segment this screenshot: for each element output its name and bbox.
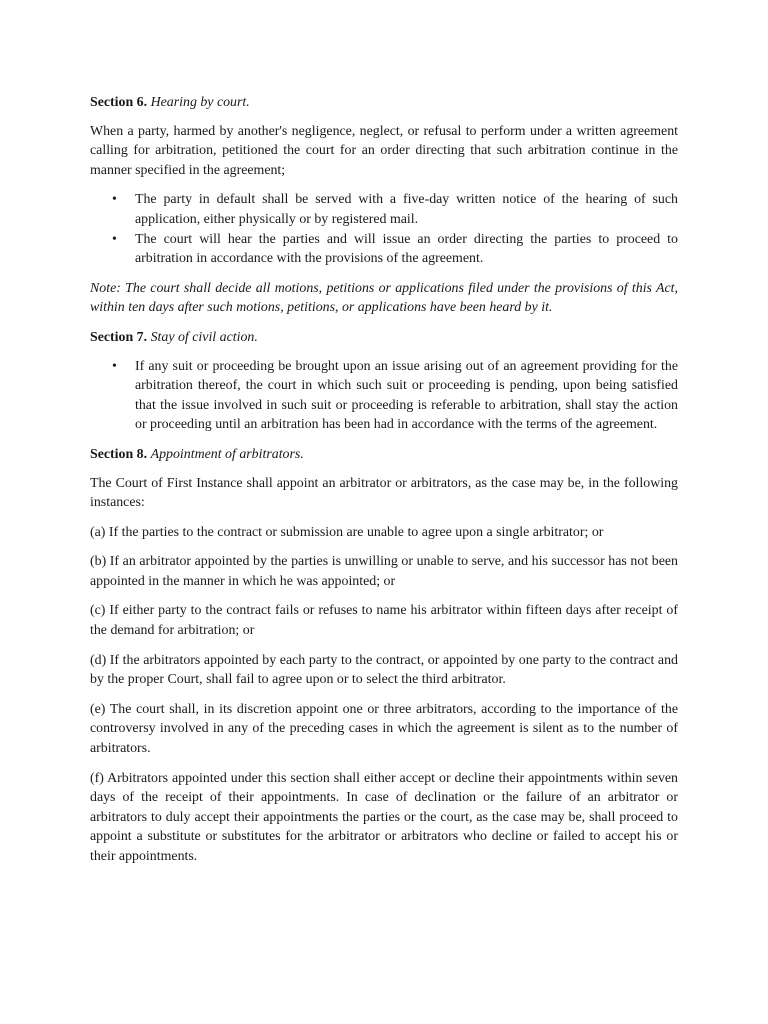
section-8-item-a: (a) If the parties to the contract or submission are unable to agree upon a single arbitrator; or [90,524,604,540]
bullet-icon: • [112,231,117,247]
section-8-item-e: (e) The court shall, in its discretion appoint one or three arbitrators, according to the importance of the controversy involved in any of the preceding cases in which the agreement is silent as to the number of arbitrators. [90,701,678,757]
section-6-heading [90,93,678,113]
section-8-item-f: (f) Arbitrators appointed under this section shall either accept or decline their appointments within seven days of the receipt of their appointments. In case of declination or the failure of an arbitrator or arbitrators to duly accept their appointments the parties or the court, as the case may be, shall proceed to appoint a substitute or substitutes for the arbitrator or arbitrators who decline or failed to accept his or their appointments. [90,770,678,864]
section-8-item-c: (c) If either party to the contract fails or refuses to name his arbitrator within fifteen days after receipt of the demand for arbitration; or [90,603,678,639]
list-item [112,190,678,229]
section-7-bullet-list [90,357,678,435]
list-item-text: The court will hear the parties and will issue an order directing the parties to proceed to arbitration in accordance with the provisions of the agreement. [135,231,678,267]
list-item-text: The party in default shall be served with a five-day written notice of the hearing of such application, either physically or by registered mail. [135,192,678,227]
section-8-number: Section 8. [90,446,148,462]
section-8-intro: The Court of First Instance shall appoint an arbitrator or arbitrators, as the case may be, in the following instances: [90,475,678,511]
list-item-text: If any suit or proceeding be brought upon an issue arising out of an agreement providing for the arbitration thereof, the court in which such suit or proceeding is pending, upon being satisfied that the issue involved in such suit or proceeding is referable to arbitration, shall stay the action or proceeding until an arbitration has been had in accordance with the terms of the agreement. [135,358,678,433]
bullet-icon: • [112,358,117,374]
section-8-title: Appointment of arbitrators. [150,446,304,462]
section-8-heading [90,445,678,465]
document-page [90,93,678,877]
section-8-item-d: (d) If the arbitrators appointed by each party to the contract, or appointed by one party to the contract and by the proper Court, shall fail to agree upon or to select the third arbitrator. [90,652,678,688]
bullet-icon: • [112,192,117,208]
section-6-note: Note: The court shall decide all motions, petitions or applications filed under the provisions of this Act, within ten days after such motions, petitions, or applications have been heard by it. [90,280,678,316]
section-6-bullet-list [90,190,678,268]
section-7-title: Stay of civil action. [150,329,258,345]
list-item [112,230,678,269]
section-6-number: Section 6. [90,95,148,110]
list-item [112,357,678,435]
section-8-item-b: (b) If an arbitrator appointed by the parties is unwilling or unable to serve, and his successor has not been appointed in the manner in which he was appointed; or [90,554,678,589]
section-7-heading [90,328,678,348]
section-6-intro: When a party, harmed by another's negligence, neglect, or refusal to perform under a written agreement calling for arbitration, petitioned the court for an order directing that such arbitration continue in the manner specified in the agreement; [90,123,678,178]
section-7-number: Section 7. [90,329,148,345]
section-6-title: Hearing by court. [150,95,250,110]
